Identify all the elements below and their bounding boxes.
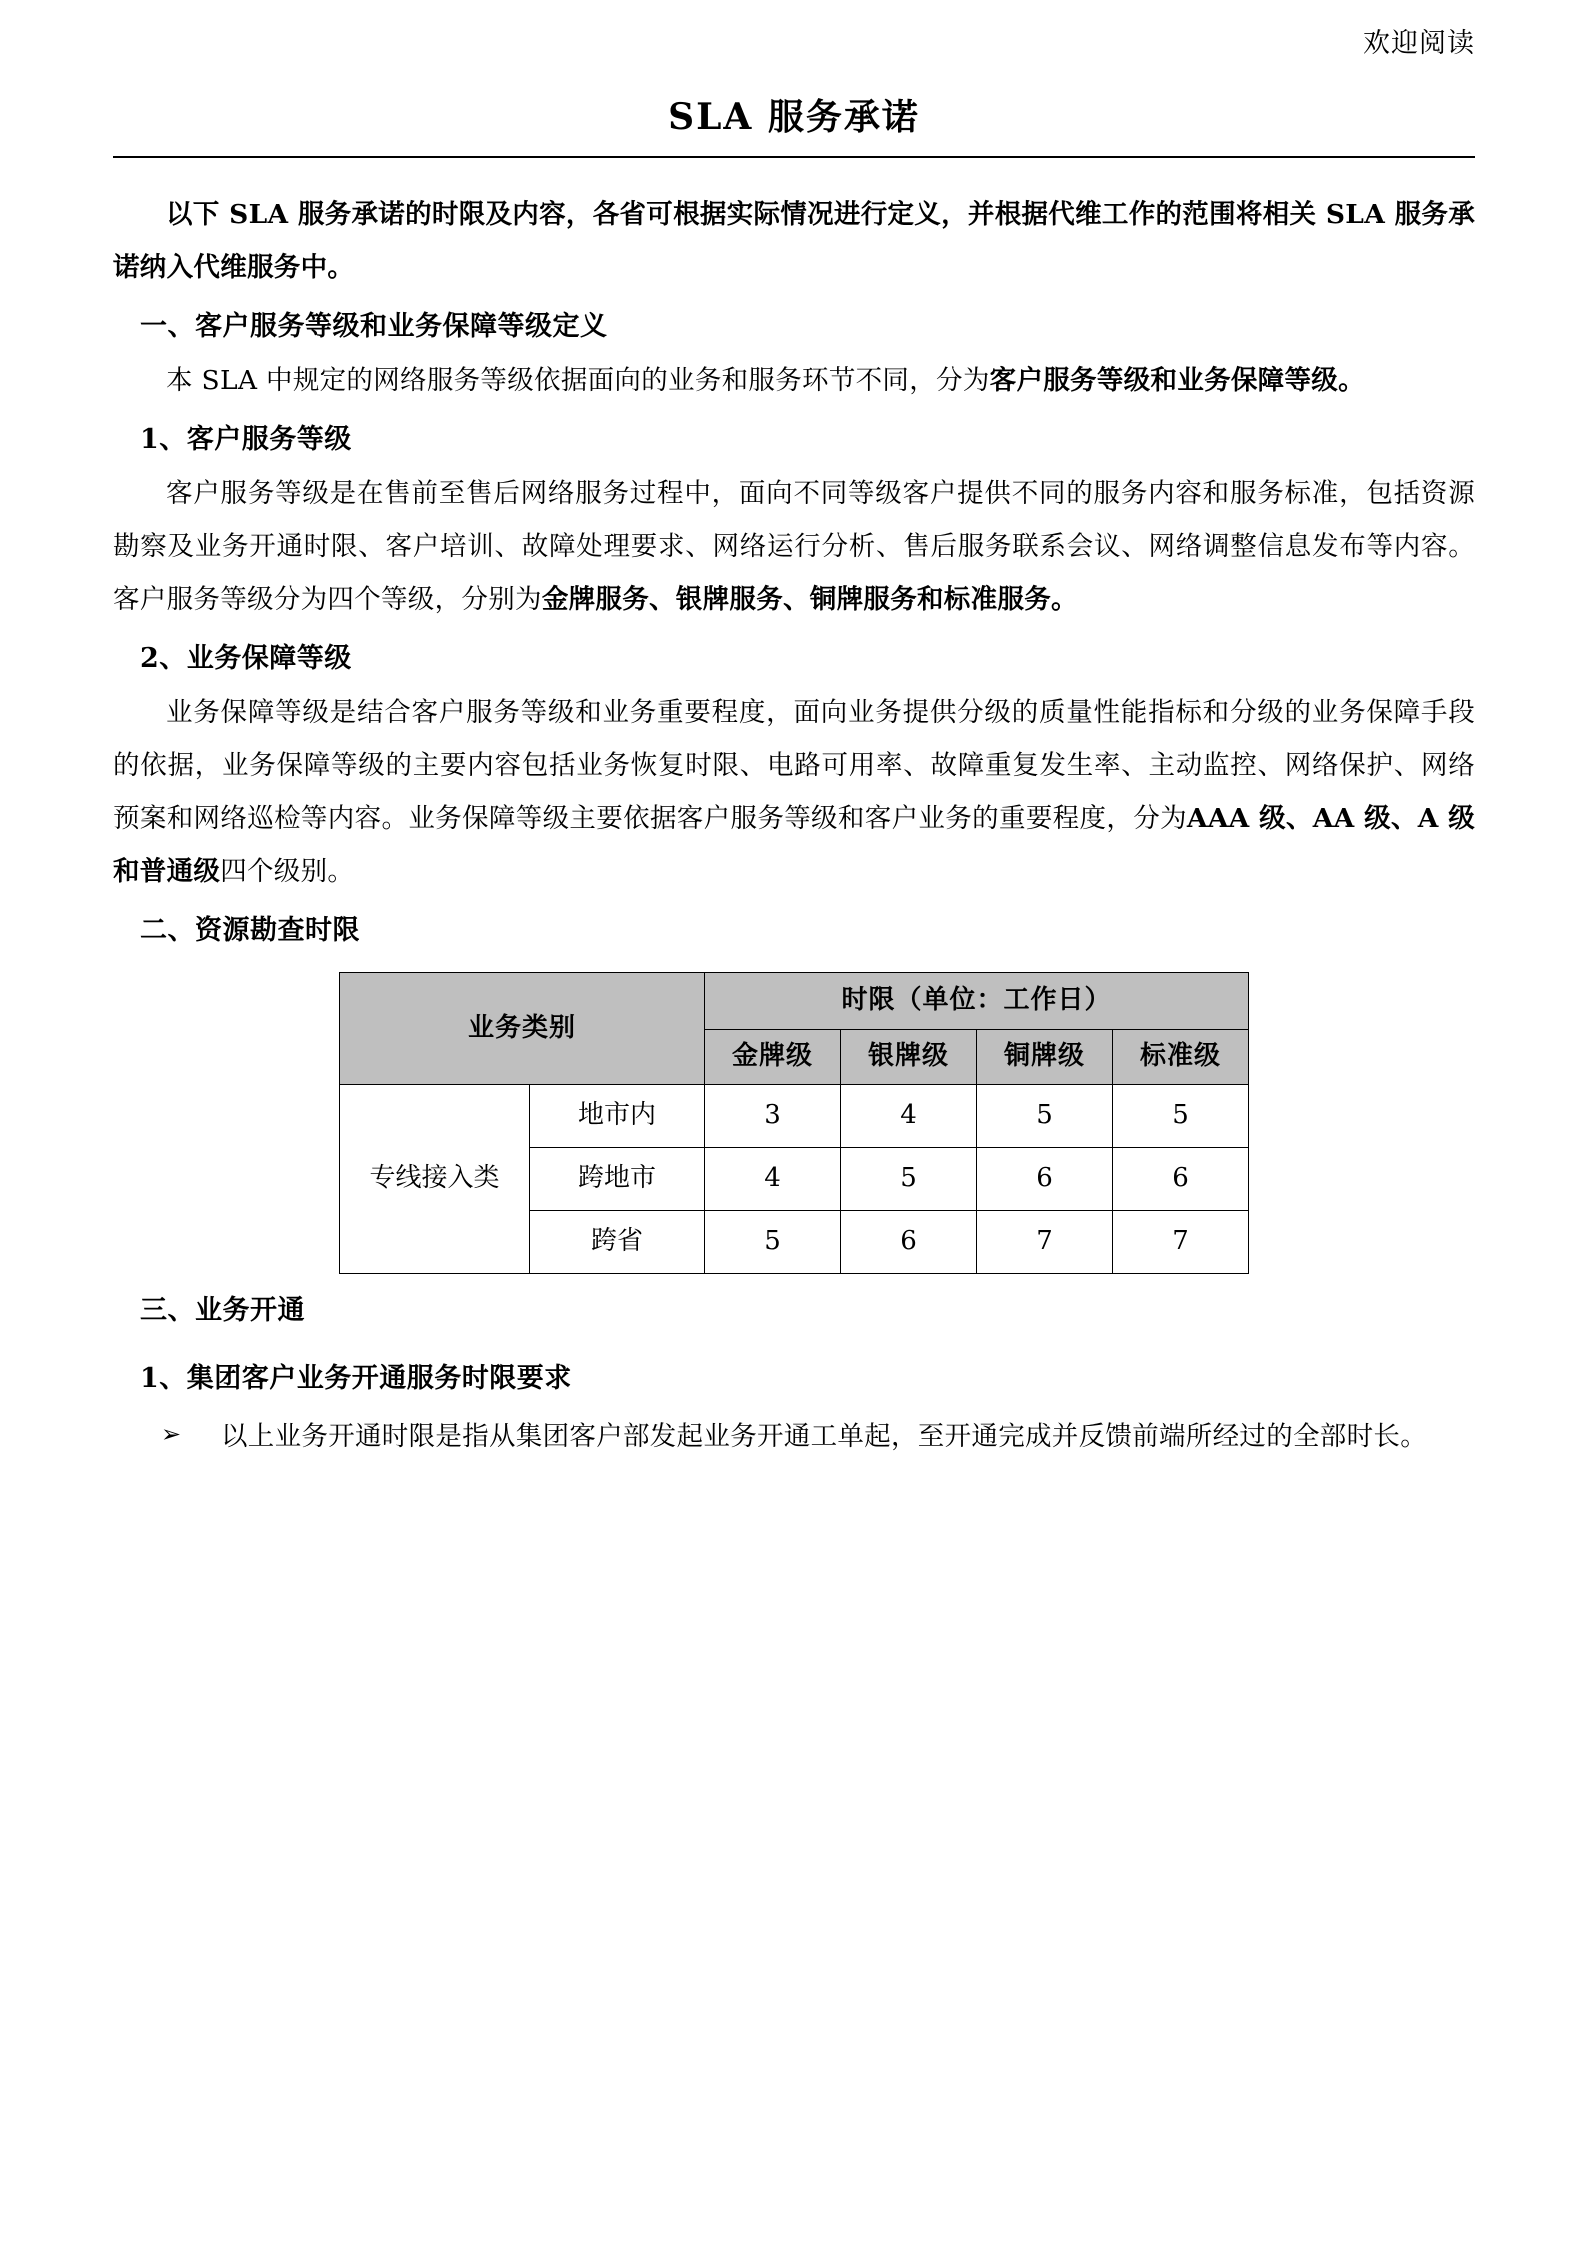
cell-value: 7 — [1113, 1211, 1249, 1274]
resource-survey-table — [339, 972, 1249, 1274]
list-item-text: 以上业务开通时限是指从集团客户部发起业务开通工单起，至开通完成并反馈前端所经过的全部时长。 — [221, 1421, 1427, 1452]
section-one-paragraph-mid: 和 — [1150, 365, 1178, 396]
cell-value: 4 — [841, 1085, 977, 1148]
section-one-paragraph-prefix: 本 SLA 中规定的网络服务等级依据面向的业务和服务环节不同，分为 — [166, 365, 990, 396]
section-one-emphasis-customer-level: 客户服务等级 — [989, 365, 1151, 396]
cell-value: 6 — [977, 1148, 1113, 1211]
service-assurance-level-emphasis: AAA 级、AA 级、A 级和普通级 — [113, 803, 1475, 887]
service-assurance-level-paragraph — [113, 686, 1475, 898]
header-cell-category: 业务类别 — [339, 973, 704, 1085]
cell-value: 4 — [705, 1148, 841, 1211]
survey-table-body — [339, 1085, 1248, 1274]
cell-value: 5 — [705, 1211, 841, 1274]
header-cell-grade-bronze: 铜牌级 — [977, 1030, 1113, 1085]
cell-value: 5 — [977, 1085, 1113, 1148]
row-scope-label: 跨省 — [529, 1211, 704, 1274]
intro-paragraph: 以下 SLA 服务承诺的时限及内容，各省可根据实际情况进行定义，并根据代维工作的范围将相关 SLA 服务承诺纳入代维服务中。 — [113, 199, 1475, 283]
cell-value: 3 — [705, 1085, 841, 1148]
customer-service-level-text: 客户服务等级是在售前至售后网络服务过程中，面向不同等级客户提供不同的服务内容和服务标准，包括资源勘察及业务开通时限、客户培训、故障处理要求、网络运行分析、售后服务联系会议、网络调整信息发布等内容。客户服务等级分为四个等级，分别为 — [113, 478, 1475, 615]
header-cell-grade-gold: 金牌级 — [705, 1030, 841, 1085]
customer-service-level-suffix: 。 — [1051, 584, 1078, 615]
customer-service-level-paragraph — [113, 467, 1475, 626]
section-one-paragraph — [113, 354, 1475, 407]
customer-service-level-emphasis: 金牌服务、银牌服务、铜牌服务和标准服务 — [541, 584, 1052, 615]
cell-value: 6 — [1113, 1148, 1249, 1211]
survey-table-head — [339, 973, 1248, 1085]
service-assurance-level-suffix: 四个级别。 — [220, 856, 355, 887]
cell-value: 7 — [977, 1211, 1113, 1274]
row-scope-label: 跨地市 — [529, 1148, 704, 1211]
section-one-paragraph-suffix: 。 — [1338, 365, 1365, 396]
sub-heading-customer-service-level: 1、客户服务等级 — [140, 424, 352, 455]
arrow-bullet-icon: ➢ — [161, 1420, 182, 1448]
cell-value: 5 — [1113, 1085, 1249, 1148]
section-heading-two: 二、资源勘查时限 — [140, 915, 360, 946]
running-header-text: 欢迎阅读 — [1363, 28, 1475, 59]
table-row — [339, 1085, 1248, 1148]
document-title: SLA 服务承诺 — [668, 96, 920, 138]
cell-value: 6 — [841, 1211, 977, 1274]
header-cell-duration-span: 时限（单位：工作日） — [705, 973, 1249, 1030]
section-heading-one: 一、客户服务等级和业务保障等级定义 — [140, 311, 608, 342]
list-item — [113, 1410, 1475, 1463]
survey-table-container — [113, 972, 1475, 1274]
cell-value: 5 — [841, 1148, 977, 1211]
section-one-emphasis-service-assurance-level: 业务保障等级 — [1177, 365, 1339, 396]
row-group-label-dedicated-line: 专线接入类 — [339, 1085, 529, 1274]
header-cell-grade-silver: 银牌级 — [841, 1030, 977, 1085]
header-cell-grade-standard: 标准级 — [1113, 1030, 1249, 1085]
title-divider — [113, 156, 1475, 158]
row-scope-label: 地市内 — [529, 1085, 704, 1148]
spacer — [113, 1338, 1475, 1352]
sub-heading-service-assurance-level: 2、业务保障等级 — [140, 643, 352, 674]
sub-heading-group-customer-activation: 1、集团客户业务开通服务时限要求 — [140, 1363, 572, 1394]
document-content — [113, 95, 1475, 1463]
table-header-row-top — [339, 973, 1248, 1030]
service-assurance-level-text: 业务保障等级是结合客户服务等级和业务重要程度，面向业务提供分级的质量性能指标和分级的业务保障手段的依据，业务保障等级的主要内容包括业务恢复时限、电路可用率、故障重复发生率、主动监控、网络保护、网络预案和网络巡检等内容。业务保障等级主要依据客户服务等级和客户业务的重要程度，分为 — [113, 697, 1475, 834]
activation-bullet-list — [113, 1410, 1475, 1463]
section-heading-three: 三、业务开通 — [140, 1295, 305, 1326]
